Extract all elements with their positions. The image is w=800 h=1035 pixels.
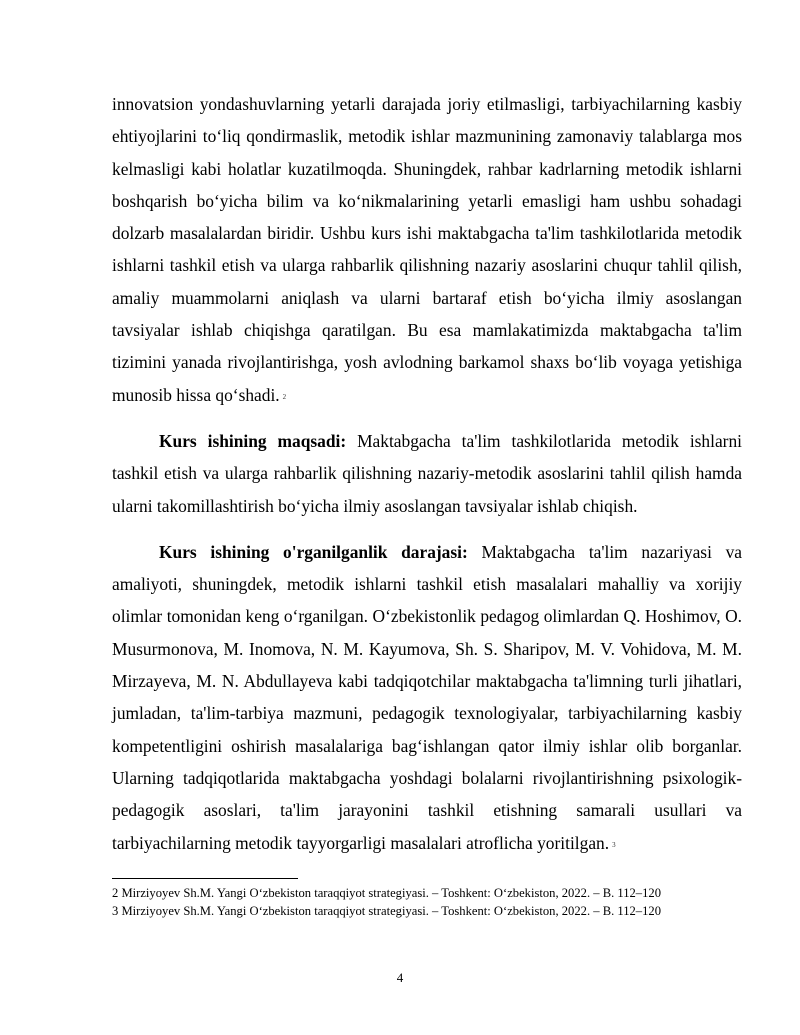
study-level-text: Maktabgacha ta'lim nazariyasi va amaliyoti, shuningdek, metodik ishlarni tashkil etish masalalari mahalliy va xorijiy olimlar tomonidan keng o‘rganilgan. O‘zbekistonlik pedagog olimlardan Q. Hoshimov, O. Musurmonova, M. Inomova, N. M. Kayumova, Sh. S. Sharipov, M. V. Vohidova, M. M. Mirzayeva, M. N. Abdullayeva kabi tadqiqotchilar maktabgacha ta'limning turli jihatlari, jumladan, ta'lim-tarbiya mazmuni, pedagogik texnologiyalar, tarbiyachilarning kasbiy kompetentligini oshirish masalalariga bag‘ishlangan qator ilmiy ishlar olib borganlar. Ularning tadqiqotlarida maktabgacha yoshdagi bolalarni rivojlantirishning psixologik-pedagogik asoslari, ta'lim jarayonini tashkil etishning samarali usullari va tarbiyachilarning metodik tayyorgarligi masalalari atroflicha yoritilgan. bbox=[112, 541, 743, 853]
body-text bbox=[112, 88, 742, 873]
footnote-ref-2[interactable]: 2 bbox=[282, 392, 287, 401]
study-level-heading: Kurs ishining o'rganilganlik darajasi: bbox=[159, 541, 468, 562]
footnote-3: 3 Mirziyoyev Sh.M. Yangi O‘zbekiston taraqqiyot strategiyasi. – Toshkent: O‘zbekiston, 2022. – B. 112–120 bbox=[112, 904, 661, 918]
page-number: 4 bbox=[396, 970, 404, 985]
footnote-ref-3[interactable]: 3 bbox=[612, 840, 616, 849]
footnote-separator bbox=[112, 878, 298, 879]
footnote-2: 2 Mirziyoyev Sh.M. Yangi O‘zbekiston taraqqiyot strategiyasi. – Toshkent: O‘zbekiston, 2022. – B. 112–120 bbox=[112, 886, 661, 900]
paragraph-text: innovatsion yondashuvlarning yetarli darajada joriy etilmasligi, tarbiyachilarning kasbiy ehtiyojlarini to‘liq qondirmaslik, metodik ishlar mazmunining zamonaviy talablarga mos kelmasligi kabi holatlar kuzatilmoqda. Shuningdek, rahbar kadrlarning metodik ishlarni boshqarish bo‘yicha bilim va ko‘nikmalarining yetarli emasligi ham ushbu sohadagi dolzarb masalalardan biridir. Ushbu kurs ishi maktabgacha ta'lim tashkilotlarida metodik ishlarni tashkil etish va ularga rahbarlik qilishning nazariy asoslarini chuqur tahlil qilish, amaliy muammolarni aniqlash va ularni bartaraf etish bo‘yicha ilmiy asoslangan tavsiyalar ishlab chiqishga qaratilgan. Bu esa mamlakatimizda maktabgacha ta'lim tizimini yanada rivojlantirishga, yosh avlodning barkamol shaxs bo‘lib voyaga yetishiga munosib hissa qo‘shadi. bbox=[112, 94, 742, 405]
paragraph-goal bbox=[112, 425, 742, 522]
goal-heading: Kurs ishining maqsadi: bbox=[159, 430, 347, 451]
paragraph-intro-continuation bbox=[112, 88, 742, 411]
paragraph-study-level bbox=[112, 536, 742, 859]
goal-text: Maktabgacha ta'lim tashkilotlarida metodik ishlarni tashkil etish va ularga rahbarlik qilishning nazariy-metodik asoslarini tahlil qilish hamda ularni takomillashtirish bo‘yicha ilmiy asoslangan tavsiyalar ishlab chiqish. bbox=[112, 430, 742, 516]
footnotes bbox=[112, 884, 752, 920]
